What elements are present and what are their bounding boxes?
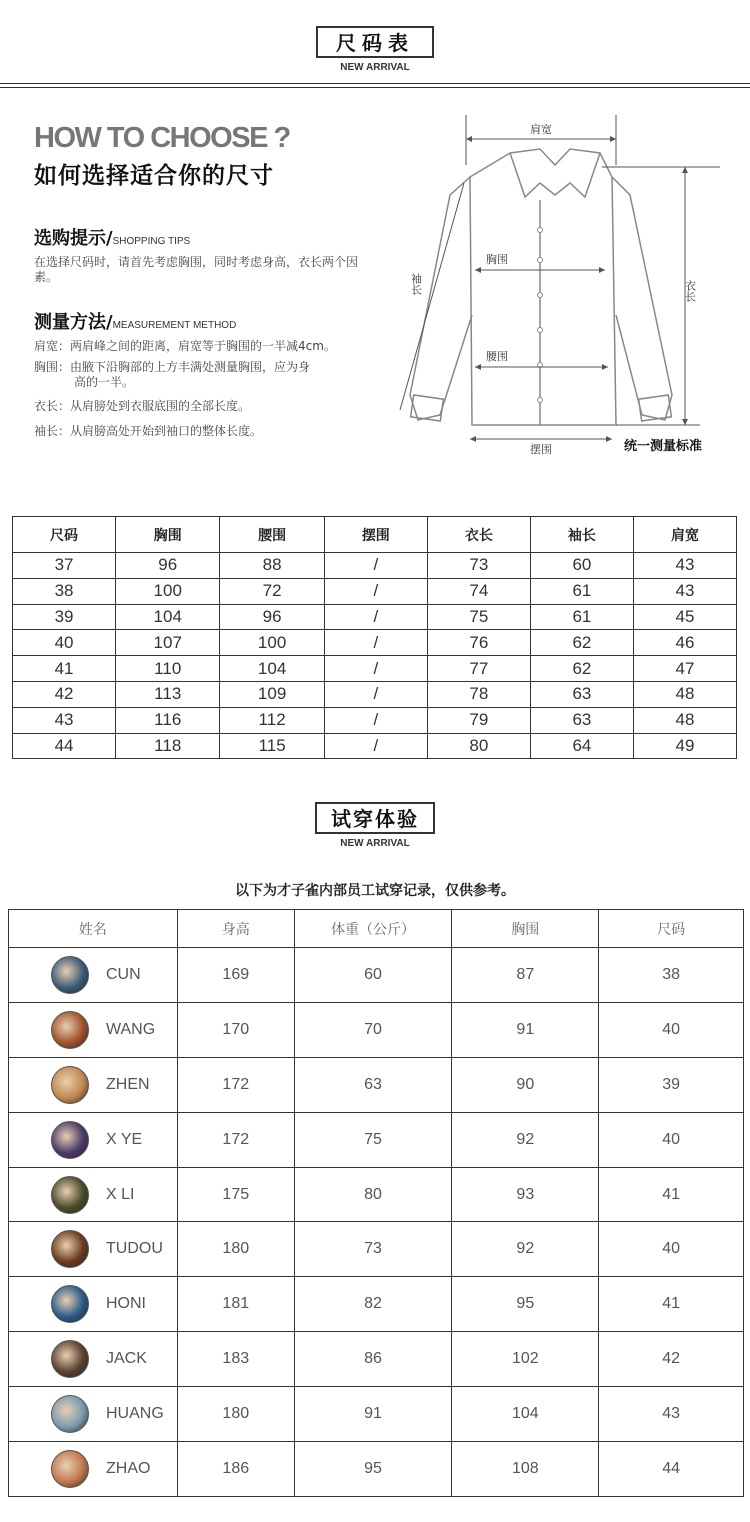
trial-name: ZHAO bbox=[106, 1459, 151, 1477]
avatar bbox=[51, 1450, 89, 1488]
shirt-collar bbox=[510, 153, 600, 197]
trial-header bbox=[0, 802, 750, 849]
size-table-cell: 73 bbox=[427, 553, 530, 579]
size-table-cell: / bbox=[324, 733, 427, 759]
shopping-tips-en: SHOPPING TIPS bbox=[112, 236, 191, 247]
trial-weight-cell: 82 bbox=[294, 1277, 452, 1332]
measurement-chest-line1: 胸围：由腋下沿胸部的上方丰满处测量胸围，应为身 bbox=[34, 360, 311, 374]
size-table-cell: 60 bbox=[530, 553, 633, 579]
trial-weight-cell: 95 bbox=[294, 1442, 452, 1497]
trial-name: HONI bbox=[106, 1295, 146, 1313]
avatar bbox=[51, 1230, 89, 1268]
measurement-length: 衣长：从肩膀处到衣服底围的全部长度。 bbox=[34, 399, 251, 413]
avatar bbox=[51, 1285, 89, 1323]
size-table-cell: 61 bbox=[530, 604, 633, 630]
trial-chest-cell: 102 bbox=[452, 1332, 599, 1387]
trial-weight-cell: 75 bbox=[294, 1112, 452, 1167]
size-table-cell: 49 bbox=[633, 733, 736, 759]
size-table-cell: 39 bbox=[13, 604, 116, 630]
trial-size-cell: 39 bbox=[599, 1057, 744, 1112]
trial-table-header-row bbox=[9, 910, 744, 948]
size-table-cell: / bbox=[324, 681, 427, 707]
size-table-cell: / bbox=[324, 578, 427, 604]
how-to-choose-subheading: 如何选择适合你的尺寸 bbox=[34, 163, 274, 189]
measurement-chest-line2: 高的一半。 bbox=[74, 375, 135, 389]
trial-subtitle: NEW ARRIVAL bbox=[340, 838, 410, 849]
size-chart-subtitle: NEW ARRIVAL bbox=[340, 62, 410, 73]
size-table-cell: 77 bbox=[427, 656, 530, 682]
length-label: 衣长 bbox=[683, 280, 697, 302]
shopping-tips-heading bbox=[34, 224, 190, 250]
trial-table-row bbox=[9, 1277, 744, 1332]
size-table-cell: 104 bbox=[116, 604, 220, 630]
size-table-cell: 112 bbox=[220, 707, 324, 733]
measurement-chest bbox=[34, 360, 364, 390]
size-table-cell: 110 bbox=[116, 656, 220, 682]
waist-label: 腰围 bbox=[486, 350, 508, 363]
avatar bbox=[51, 1340, 89, 1378]
shirt-button bbox=[538, 398, 543, 403]
shopping-tips-text: 在选择尺码时，请首先考虑胸围，同时考虑身高，衣长两个因素。 bbox=[34, 255, 359, 284]
size-table-cell: 61 bbox=[530, 578, 633, 604]
trial-name: JACK bbox=[106, 1350, 147, 1368]
arrowhead bbox=[606, 436, 612, 442]
trial-size-cell: 38 bbox=[599, 948, 744, 1003]
trial-size-cell: 43 bbox=[599, 1387, 744, 1442]
size-table-cell: 115 bbox=[220, 733, 324, 759]
measurement-shoulder: 肩宽：两肩峰之间的距离，肩宽等于胸围的一半减4cm。 bbox=[34, 339, 336, 353]
size-table-cell: 113 bbox=[116, 681, 220, 707]
trial-table-row bbox=[9, 1387, 744, 1442]
measurement-sleeve: 袖长：从肩膀高处开始到袖口的整体长度。 bbox=[34, 424, 263, 438]
sleeve-label: 袖长 bbox=[409, 273, 423, 295]
size-table-cell: 104 bbox=[220, 656, 324, 682]
size-table-row bbox=[13, 733, 737, 759]
size-table-cell: 80 bbox=[427, 733, 530, 759]
arrowhead bbox=[682, 167, 688, 173]
size-table-cell: 62 bbox=[530, 630, 633, 656]
trial-weight-cell: 91 bbox=[294, 1387, 452, 1442]
trial-chest-cell: 92 bbox=[452, 1222, 599, 1277]
trial-height-cell: 172 bbox=[177, 1057, 294, 1112]
arrowhead bbox=[466, 136, 472, 142]
trial-weight-cell: 80 bbox=[294, 1167, 452, 1222]
trial-name: ZHEN bbox=[106, 1075, 150, 1093]
size-table-header: 尺码 bbox=[13, 517, 116, 553]
size-table-cell: 41 bbox=[13, 656, 116, 682]
trial-height-cell: 175 bbox=[177, 1167, 294, 1222]
trial-table-header: 身高 bbox=[177, 910, 294, 948]
size-table-cell: / bbox=[324, 553, 427, 579]
size-table-cell: 79 bbox=[427, 707, 530, 733]
trial-chest-cell: 92 bbox=[452, 1112, 599, 1167]
trial-table-row bbox=[9, 1057, 744, 1112]
trial-chest-cell: 104 bbox=[452, 1387, 599, 1442]
shirt-measurement-diagram bbox=[380, 105, 725, 465]
trial-height-cell: 172 bbox=[177, 1112, 294, 1167]
trial-name: WANG bbox=[106, 1020, 156, 1038]
header-divider-top bbox=[0, 83, 750, 84]
size-table-cell: 76 bbox=[427, 630, 530, 656]
measurement-method-en: MEASUREMENT METHOD bbox=[112, 320, 237, 331]
avatar bbox=[51, 1176, 89, 1214]
trial-table-row bbox=[9, 948, 744, 1003]
shirt-body-outline bbox=[470, 149, 616, 425]
size-chart-header bbox=[0, 26, 750, 73]
avatar bbox=[51, 1395, 89, 1433]
size-table-cell: 96 bbox=[116, 553, 220, 579]
header-divider-bottom bbox=[0, 87, 750, 88]
trial-table-row bbox=[9, 1112, 744, 1167]
trial-name: TUDOU bbox=[106, 1240, 163, 1258]
size-table-row bbox=[13, 604, 737, 630]
trial-table bbox=[8, 909, 744, 1497]
shopping-tips-cn: 选购提示/ bbox=[34, 228, 113, 249]
trial-height-cell: 170 bbox=[177, 1002, 294, 1057]
trial-note: 以下为才子雀内部员工试穿记录，仅供参考。 bbox=[235, 883, 515, 899]
size-table-cell: 48 bbox=[633, 681, 736, 707]
arrowhead bbox=[610, 136, 616, 142]
trial-chest-cell: 95 bbox=[452, 1277, 599, 1332]
trial-weight-cell: 86 bbox=[294, 1332, 452, 1387]
trial-name-cell bbox=[9, 948, 178, 1003]
trial-chest-cell: 87 bbox=[452, 948, 599, 1003]
shirt-button bbox=[538, 293, 543, 298]
trial-title: 试穿体验 bbox=[315, 802, 435, 834]
trial-name-cell bbox=[9, 1387, 178, 1442]
trial-height-cell: 180 bbox=[177, 1387, 294, 1442]
size-table-cell: / bbox=[324, 707, 427, 733]
trial-table-header: 体重（公斤） bbox=[294, 910, 452, 948]
trial-height-cell: 180 bbox=[177, 1222, 294, 1277]
size-table-cell: 40 bbox=[13, 630, 116, 656]
arrowhead bbox=[470, 436, 476, 442]
size-table-cell: 46 bbox=[633, 630, 736, 656]
trial-weight-cell: 60 bbox=[294, 948, 452, 1003]
measurement-method-heading bbox=[34, 308, 236, 334]
size-table-header-row bbox=[13, 517, 737, 553]
size-table-cell: 100 bbox=[116, 578, 220, 604]
size-table-row bbox=[13, 681, 737, 707]
arrowhead bbox=[475, 364, 481, 370]
size-table-cell: 62 bbox=[530, 656, 633, 682]
size-table-cell: 45 bbox=[633, 604, 736, 630]
shirt-left-cuff bbox=[411, 395, 444, 421]
trial-table-row bbox=[9, 1002, 744, 1057]
trial-chest-cell: 90 bbox=[452, 1057, 599, 1112]
size-table-row bbox=[13, 553, 737, 579]
trial-size-cell: 44 bbox=[599, 1442, 744, 1497]
trial-name: X LI bbox=[106, 1185, 135, 1203]
size-table-cell: 118 bbox=[116, 733, 220, 759]
trial-table-header: 尺码 bbox=[599, 910, 744, 948]
trial-name-cell bbox=[9, 1002, 178, 1057]
trial-chest-cell: 108 bbox=[452, 1442, 599, 1497]
how-to-choose-heading: HOW TO CHOOSE ? bbox=[34, 122, 290, 154]
trial-size-cell: 40 bbox=[599, 1222, 744, 1277]
size-table-cell: / bbox=[324, 630, 427, 656]
trial-table-row bbox=[9, 1442, 744, 1497]
size-table-cell: 72 bbox=[220, 578, 324, 604]
size-table-cell: 48 bbox=[633, 707, 736, 733]
size-table-cell: 38 bbox=[13, 578, 116, 604]
arrowhead bbox=[475, 267, 481, 273]
size-table-cell: 78 bbox=[427, 681, 530, 707]
size-table-cell: 47 bbox=[633, 656, 736, 682]
size-table-cell: / bbox=[324, 604, 427, 630]
shirt-left-sleeve bbox=[410, 177, 472, 420]
trial-name: X YE bbox=[106, 1130, 143, 1148]
size-table-cell: 42 bbox=[13, 681, 116, 707]
trial-height-cell: 183 bbox=[177, 1332, 294, 1387]
trial-name-cell bbox=[9, 1167, 178, 1222]
trial-table-row bbox=[9, 1167, 744, 1222]
arrowhead bbox=[602, 364, 608, 370]
trial-name-cell bbox=[9, 1112, 178, 1167]
shirt-button bbox=[538, 328, 543, 333]
trial-size-cell: 40 bbox=[599, 1002, 744, 1057]
size-table-row bbox=[13, 578, 737, 604]
size-table bbox=[12, 516, 737, 759]
shirt-button bbox=[538, 258, 543, 263]
trial-name-cell bbox=[9, 1442, 178, 1497]
size-table-cell: 74 bbox=[427, 578, 530, 604]
hem-label: 摆围 bbox=[530, 443, 552, 456]
size-table-cell: 44 bbox=[13, 733, 116, 759]
shirt-right-sleeve bbox=[612, 177, 672, 420]
trial-size-cell: 42 bbox=[599, 1332, 744, 1387]
trial-table-row bbox=[9, 1222, 744, 1277]
trial-weight-cell: 73 bbox=[294, 1222, 452, 1277]
size-table-header: 肩宽 bbox=[633, 517, 736, 553]
size-table-row bbox=[13, 656, 737, 682]
trial-size-cell: 41 bbox=[599, 1167, 744, 1222]
trial-name-cell bbox=[9, 1332, 178, 1387]
size-table-cell: 75 bbox=[427, 604, 530, 630]
shoulder-label: 肩宽 bbox=[530, 123, 552, 136]
trial-table-row bbox=[9, 1332, 744, 1387]
avatar bbox=[51, 1066, 89, 1104]
size-table-row bbox=[13, 630, 737, 656]
trial-weight-cell: 70 bbox=[294, 1002, 452, 1057]
trial-name-cell bbox=[9, 1277, 178, 1332]
size-table-cell: 63 bbox=[530, 681, 633, 707]
size-table-header: 衣长 bbox=[427, 517, 530, 553]
size-table-cell: 109 bbox=[220, 681, 324, 707]
size-table-header: 摆围 bbox=[324, 517, 427, 553]
size-table-cell: 43 bbox=[633, 553, 736, 579]
arrowhead bbox=[599, 267, 605, 273]
shirt-button bbox=[538, 228, 543, 233]
size-table-cell: 64 bbox=[530, 733, 633, 759]
trial-name-cell bbox=[9, 1222, 178, 1277]
trial-table-header: 胸围 bbox=[452, 910, 599, 948]
sleeve-arrow bbox=[400, 183, 464, 410]
trial-chest-cell: 91 bbox=[452, 1002, 599, 1057]
size-table-header: 袖长 bbox=[530, 517, 633, 553]
unified-measurement-label: 统一测量标准 bbox=[624, 439, 703, 454]
trial-table-header: 姓名 bbox=[9, 910, 178, 948]
trial-height-cell: 181 bbox=[177, 1277, 294, 1332]
size-table-cell: 96 bbox=[220, 604, 324, 630]
chest-label: 胸围 bbox=[486, 253, 508, 266]
size-table-cell: 116 bbox=[116, 707, 220, 733]
size-table-cell: 43 bbox=[13, 707, 116, 733]
trial-size-cell: 40 bbox=[599, 1112, 744, 1167]
trial-size-cell: 41 bbox=[599, 1277, 744, 1332]
size-table-cell: 107 bbox=[116, 630, 220, 656]
arrowhead bbox=[682, 419, 688, 425]
size-table-cell: 63 bbox=[530, 707, 633, 733]
trial-height-cell: 186 bbox=[177, 1442, 294, 1497]
size-table-cell: 100 bbox=[220, 630, 324, 656]
trial-chest-cell: 93 bbox=[452, 1167, 599, 1222]
size-table-cell: / bbox=[324, 656, 427, 682]
size-table-row bbox=[13, 707, 737, 733]
size-chart-title: 尺码表 bbox=[316, 26, 434, 58]
size-table-header: 胸围 bbox=[116, 517, 220, 553]
size-table-cell: 43 bbox=[633, 578, 736, 604]
trial-name: CUN bbox=[106, 965, 141, 983]
trial-name-cell bbox=[9, 1057, 178, 1112]
size-table-header: 腰围 bbox=[220, 517, 324, 553]
trial-height-cell: 169 bbox=[177, 948, 294, 1003]
avatar bbox=[51, 956, 89, 994]
avatar bbox=[51, 1121, 89, 1159]
trial-name: HUANG bbox=[106, 1405, 164, 1423]
avatar bbox=[51, 1011, 89, 1049]
measurement-method-cn: 测量方法/ bbox=[34, 312, 113, 333]
size-table-cell: 88 bbox=[220, 553, 324, 579]
size-table-cell: 37 bbox=[13, 553, 116, 579]
trial-weight-cell: 63 bbox=[294, 1057, 452, 1112]
